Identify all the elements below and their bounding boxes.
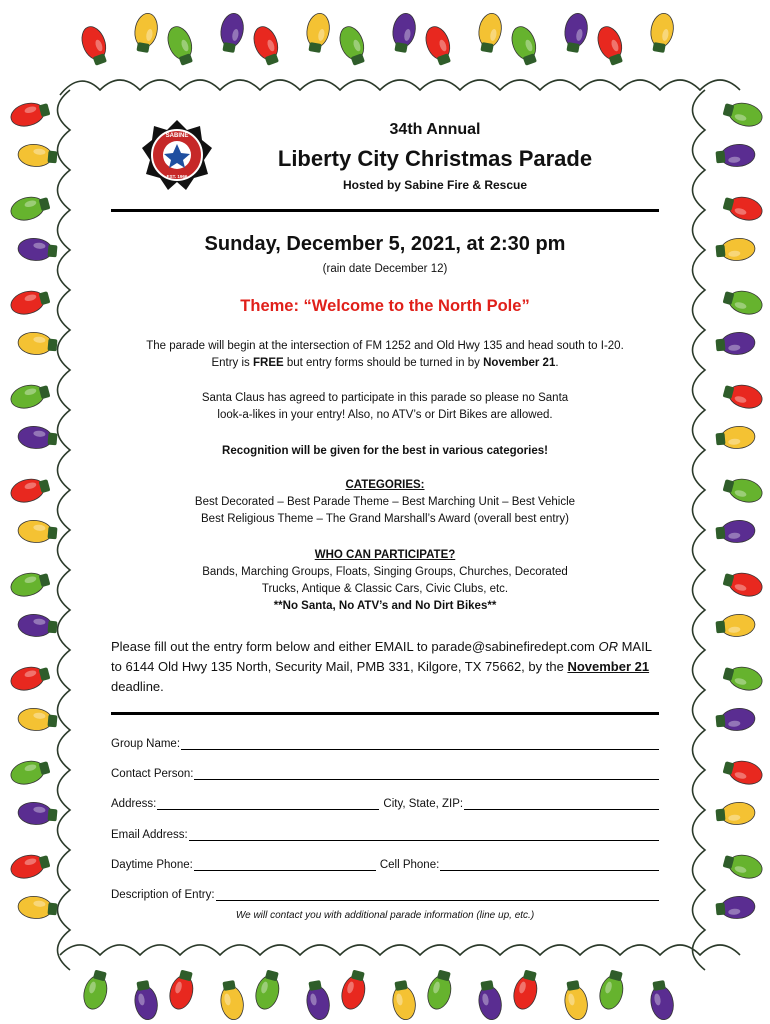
form-divider — [111, 712, 659, 715]
light-bulb-icon — [715, 613, 756, 638]
light-bulb-icon — [422, 23, 456, 67]
parade-title: Liberty City Christmas Parade — [277, 146, 593, 171]
light-bulb-icon — [217, 12, 245, 54]
light-bulb-icon — [8, 850, 51, 881]
contact-person-field[interactable]: Contact Person: — [111, 764, 659, 780]
email-line[interactable] — [189, 829, 659, 841]
light-bulb-icon — [715, 237, 756, 262]
light-bulb-icon — [721, 98, 764, 129]
fire-department-badge-icon — [140, 118, 214, 192]
light-bulb-icon — [508, 23, 542, 67]
description-field[interactable]: Description of Entry: — [111, 885, 659, 901]
light-bulb-icon — [8, 568, 51, 599]
light-bulb-icon — [475, 979, 503, 1021]
address-row: Address: City, State, ZIP: — [111, 794, 659, 810]
light-bulb-icon — [721, 192, 764, 223]
light-bulb-icon — [17, 331, 58, 356]
edition-label: 34th Annual — [389, 121, 481, 138]
light-bulb-icon — [715, 801, 756, 826]
light-bulb-icon — [17, 707, 58, 732]
light-bulb-icon — [594, 23, 628, 67]
light-bulb-icon — [715, 519, 756, 544]
light-bulb-icon — [389, 12, 417, 54]
city-state-zip-line[interactable] — [464, 798, 659, 810]
santa-paragraph: Santa Claus has agreed to participate in this parade so please no Santa look-a-likes in your entry! Also, no ATV’s or Dirt Bikes are allowed. — [201, 392, 569, 421]
light-bulb-icon — [721, 850, 764, 881]
email-field[interactable]: Email Address: — [111, 825, 659, 841]
light-bulb-icon — [715, 425, 756, 450]
host-line: Hosted by Sabine Fire & Rescue — [342, 178, 528, 192]
rain-date: (rain date December 12) — [322, 263, 448, 275]
light-bulb-icon — [8, 286, 51, 317]
participants-heading: WHO CAN PARTICIPATE? — [314, 549, 456, 561]
light-bulb-icon — [164, 23, 198, 67]
light-bulb-icon — [17, 519, 58, 544]
categories-heading: CATEGORIES: — [345, 479, 425, 491]
light-bulb-icon — [715, 143, 756, 168]
light-bulb-icon — [561, 12, 589, 54]
event-date: Sunday, December 5, 2021, at 2:30 pm — [204, 233, 566, 255]
daytime-phone-line[interactable] — [194, 859, 376, 871]
light-bulb-icon — [561, 979, 589, 1021]
light-bulb-icon — [17, 237, 58, 262]
light-bulb-icon — [424, 968, 455, 1011]
light-bulb-icon — [721, 756, 764, 787]
light-bulb-icon — [715, 707, 756, 732]
light-bulb-icon — [510, 968, 541, 1011]
description-line[interactable] — [216, 889, 659, 901]
light-bulb-icon — [166, 968, 197, 1011]
light-bulb-icon — [8, 192, 51, 223]
light-bulb-icon — [721, 380, 764, 411]
light-bulb-icon — [80, 968, 111, 1011]
light-bulb-icon — [647, 979, 675, 1021]
contact-person-line[interactable] — [194, 768, 659, 780]
light-bulb-icon — [647, 12, 675, 54]
light-bulb-icon — [17, 613, 58, 638]
light-bulb-icon — [252, 968, 283, 1011]
route-paragraph: The parade will begin at the intersection of FM 1252 and Old Hwy 135 and head south to I-20. Entry is FREE but entry forms should be turned in by November 21. — [146, 340, 624, 369]
light-bulb-icon — [475, 12, 503, 54]
address-line[interactable] — [157, 798, 379, 810]
group-name-line[interactable] — [181, 738, 659, 750]
light-bulb-icon — [715, 331, 756, 356]
light-bulb-icon — [8, 380, 51, 411]
light-bulb-icon — [78, 23, 112, 67]
light-bulb-icon — [715, 895, 756, 920]
light-bulb-icon — [721, 568, 764, 599]
recognition-line: Recognition will be given for the best in various categories! — [222, 445, 548, 457]
svg-text:EST. 1966: EST. 1966 — [166, 174, 188, 179]
light-bulb-icon — [17, 425, 58, 450]
light-bulb-icon — [389, 979, 417, 1021]
parade-theme: Theme: “Welcome to the North Pole” — [240, 297, 530, 315]
light-bulb-icon — [721, 662, 764, 693]
light-bulb-icon — [303, 12, 331, 54]
participants-section: WHO CAN PARTICIPATE? Bands, Marching Groups, Floats, Singing Groups, Churches, Decorated Trucks, Antique & Classic Cars, Civic Clubs, etc. **No Santa, No ATV’s and No Dirt Bikes** — [105, 547, 665, 615]
light-bulb-icon — [131, 979, 159, 1021]
light-bulb-icon — [17, 801, 58, 826]
light-bulb-icon — [336, 23, 370, 67]
light-bulb-icon — [8, 662, 51, 693]
follow-up-note: We will contact you with additional parade information (line up, etc.) — [235, 910, 535, 921]
light-bulb-icon — [8, 756, 51, 787]
light-bulb-icon — [721, 474, 764, 505]
cell-phone-line[interactable] — [440, 859, 659, 871]
light-bulb-icon — [217, 979, 245, 1021]
submission-instructions: Please fill out the entry form below and either EMAIL to parade@sabinefiredept.com OR MAIL to 6144 Old Hwy 135 North, Security Mail, PMB 331, Kilgore, TX 75662, by the November 21 deadline. — [111, 639, 652, 694]
categories-section: CATEGORIES: Best Decorated – Best Parade Theme – Best Marching Unit – Best Vehicle Best Religious Theme – The Grand Marshall’s Award (overall best entry) — [105, 477, 665, 528]
light-bulb-icon — [8, 98, 51, 129]
light-bulb-icon — [596, 968, 627, 1011]
group-name-field[interactable]: Group Name: — [111, 734, 659, 750]
svg-text:SABINE: SABINE — [165, 133, 189, 139]
light-bulb-icon — [303, 979, 331, 1021]
light-bulb-icon — [721, 286, 764, 317]
light-bulb-icon — [17, 143, 58, 168]
header-divider — [111, 209, 659, 212]
light-bulb-icon — [250, 23, 284, 67]
light-bulb-icon — [338, 968, 369, 1011]
light-bulb-icon — [131, 12, 159, 54]
light-bulb-icon — [8, 474, 51, 505]
phone-row: Daytime Phone: Cell Phone: — [111, 855, 659, 871]
light-bulb-icon — [17, 895, 58, 920]
